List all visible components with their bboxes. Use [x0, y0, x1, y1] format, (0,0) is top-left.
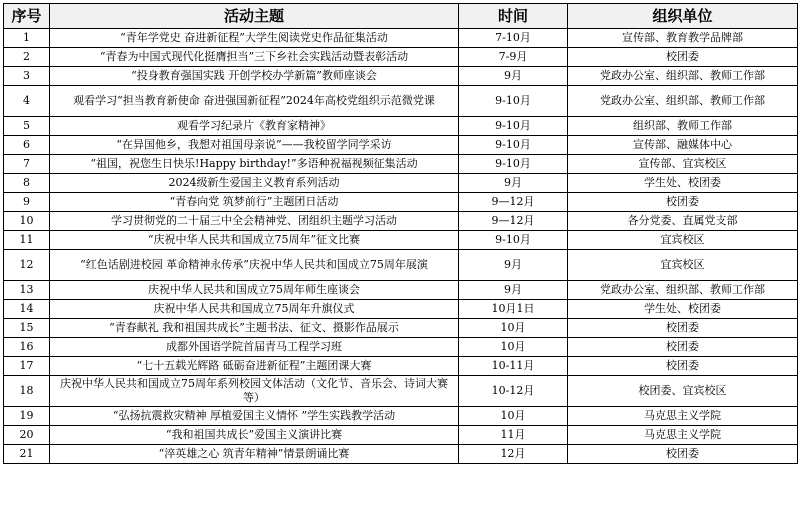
- cell-seq: 21: [4, 445, 50, 464]
- cell-time: 10月: [459, 407, 568, 426]
- cell-org: 党政办公室、组织部、教师工作部: [568, 67, 798, 86]
- cell-seq: 20: [4, 426, 50, 445]
- cell-seq: 10: [4, 212, 50, 231]
- cell-time: 9—12月: [459, 212, 568, 231]
- cell-org: 党政办公室、组织部、教师工作部: [568, 86, 798, 117]
- cell-topic: 观看学习“担当教育新使命 奋进强国新征程”2024年高校党组织示范微党课: [50, 86, 459, 117]
- cell-org: 校团委: [568, 48, 798, 67]
- cell-time: 9-10月: [459, 136, 568, 155]
- table-row: [4, 426, 798, 445]
- cell-topic: “在异国他乡，我想对祖国母亲说”——我校留学同学采访: [50, 136, 459, 155]
- cell-seq: 1: [4, 29, 50, 48]
- cell-topic: 成都外国语学院首届青马工程学习班: [50, 338, 459, 357]
- cell-seq: 3: [4, 67, 50, 86]
- table-row: [4, 212, 798, 231]
- table-header-row: [4, 4, 798, 29]
- table-row: [4, 174, 798, 193]
- cell-time: 9月: [459, 174, 568, 193]
- table-row: [4, 67, 798, 86]
- activity-table: [3, 3, 798, 464]
- cell-time: 9月: [459, 67, 568, 86]
- cell-time: 9月: [459, 281, 568, 300]
- cell-time: 9-10月: [459, 231, 568, 250]
- cell-time: 12月: [459, 445, 568, 464]
- cell-topic: 2024级新生爱国主义教育系列活动: [50, 174, 459, 193]
- cell-time: 10月1日: [459, 300, 568, 319]
- cell-seq: 12: [4, 250, 50, 281]
- cell-org: 校团委: [568, 338, 798, 357]
- cell-org: 学生处、校团委: [568, 174, 798, 193]
- table-row: [4, 136, 798, 155]
- table-row: [4, 300, 798, 319]
- cell-seq: 14: [4, 300, 50, 319]
- header-time: 时间: [459, 4, 568, 29]
- table-row: [4, 155, 798, 174]
- cell-time: 10-11月: [459, 357, 568, 376]
- cell-time: 9—12月: [459, 193, 568, 212]
- cell-seq: 6: [4, 136, 50, 155]
- cell-seq: 15: [4, 319, 50, 338]
- header-org: 组织单位: [568, 4, 798, 29]
- cell-topic: “红色话剧进校园 革命精神永传承”庆祝中华人民共和国成立75周年展演: [50, 250, 459, 281]
- cell-topic: 庆祝中华人民共和国成立75周年系列校园文体活动（文化节、音乐会、诗词大赛等）: [50, 376, 459, 407]
- cell-topic: 观看学习纪录片《教育家精神》: [50, 117, 459, 136]
- cell-topic: “我和祖国共成长”爱国主义演讲比赛: [50, 426, 459, 445]
- cell-org: 校团委: [568, 357, 798, 376]
- cell-time: 9-10月: [459, 86, 568, 117]
- table-row: [4, 445, 798, 464]
- cell-topic: “投身教育强国实践 开创学校办学新篇”教师座谈会: [50, 67, 459, 86]
- cell-org: 校团委: [568, 193, 798, 212]
- cell-topic: “弘扬抗震救灾精神 厚植爱国主义情怀 ”学生实践教学活动: [50, 407, 459, 426]
- cell-time: 7-9月: [459, 48, 568, 67]
- table-row: [4, 338, 798, 357]
- cell-seq: 9: [4, 193, 50, 212]
- cell-org: 学生处、校团委: [568, 300, 798, 319]
- cell-topic: “青年学党史 奋进新征程”大学生阅读党史作品征集活动: [50, 29, 459, 48]
- cell-seq: 4: [4, 86, 50, 117]
- cell-topic: 庆祝中华人民共和国成立75周年师生座谈会: [50, 281, 459, 300]
- cell-seq: 16: [4, 338, 50, 357]
- cell-org: 组织部、教师工作部: [568, 117, 798, 136]
- cell-topic: “淬英雄之心 筑青年精神”情景朗诵比赛: [50, 445, 459, 464]
- cell-seq: 17: [4, 357, 50, 376]
- cell-time: 9-10月: [459, 117, 568, 136]
- table-row: [4, 407, 798, 426]
- cell-org: 党政办公室、组织部、教师工作部: [568, 281, 798, 300]
- cell-seq: 2: [4, 48, 50, 67]
- table-row: [4, 376, 798, 407]
- cell-org: 马克思主义学院: [568, 426, 798, 445]
- header-seq: 序号: [4, 4, 50, 29]
- cell-seq: 11: [4, 231, 50, 250]
- cell-topic: “祖国，祝您生日快乐!Happy birthday!”多语种祝福视频征集活动: [50, 155, 459, 174]
- table-row: [4, 281, 798, 300]
- cell-seq: 8: [4, 174, 50, 193]
- cell-time: 9月: [459, 250, 568, 281]
- cell-org: 宣传部、融媒体中心: [568, 136, 798, 155]
- cell-topic: “七十五载光辉路 砥砺奋进新征程”主题团课大赛: [50, 357, 459, 376]
- cell-org: 宣传部、宜宾校区: [568, 155, 798, 174]
- cell-org: 宣传部、教育教学品牌部: [568, 29, 798, 48]
- cell-seq: 5: [4, 117, 50, 136]
- cell-seq: 13: [4, 281, 50, 300]
- table-row: [4, 319, 798, 338]
- cell-seq: 19: [4, 407, 50, 426]
- table-row: [4, 86, 798, 117]
- table-row: [4, 48, 798, 67]
- cell-org: 校团委、宜宾校区: [568, 376, 798, 407]
- table-row: [4, 250, 798, 281]
- cell-time: 11月: [459, 426, 568, 445]
- header-topic: 活动主题: [50, 4, 459, 29]
- cell-org: 各分党委、直属党支部: [568, 212, 798, 231]
- cell-topic: “青春向党 筑梦前行”主题团日活动: [50, 193, 459, 212]
- cell-org: 马克思主义学院: [568, 407, 798, 426]
- table-row: [4, 29, 798, 48]
- table-row: [4, 357, 798, 376]
- table-row: [4, 193, 798, 212]
- cell-seq: 7: [4, 155, 50, 174]
- cell-topic: “青春献礼 我和祖国共成长”主题书法、征文、摄影作品展示: [50, 319, 459, 338]
- cell-topic: 庆祝中华人民共和国成立75周年升旗仪式: [50, 300, 459, 319]
- cell-time: 10-12月: [459, 376, 568, 407]
- table-row: [4, 117, 798, 136]
- cell-time: 10月: [459, 338, 568, 357]
- cell-topic: 学习贯彻党的二十届三中全会精神党、团组织主题学习活动: [50, 212, 459, 231]
- cell-org: 宜宾校区: [568, 250, 798, 281]
- cell-time: 7-10月: [459, 29, 568, 48]
- cell-topic: “庆祝中华人民共和国成立75周年”征文比赛: [50, 231, 459, 250]
- cell-seq: 18: [4, 376, 50, 407]
- table-row: [4, 231, 798, 250]
- cell-time: 10月: [459, 319, 568, 338]
- cell-topic: “青春为中国式现代化挺膺担当”三下乡社会实践活动暨表彰活动: [50, 48, 459, 67]
- cell-org: 宜宾校区: [568, 231, 798, 250]
- cell-org: 校团委: [568, 445, 798, 464]
- cell-org: 校团委: [568, 319, 798, 338]
- cell-time: 9-10月: [459, 155, 568, 174]
